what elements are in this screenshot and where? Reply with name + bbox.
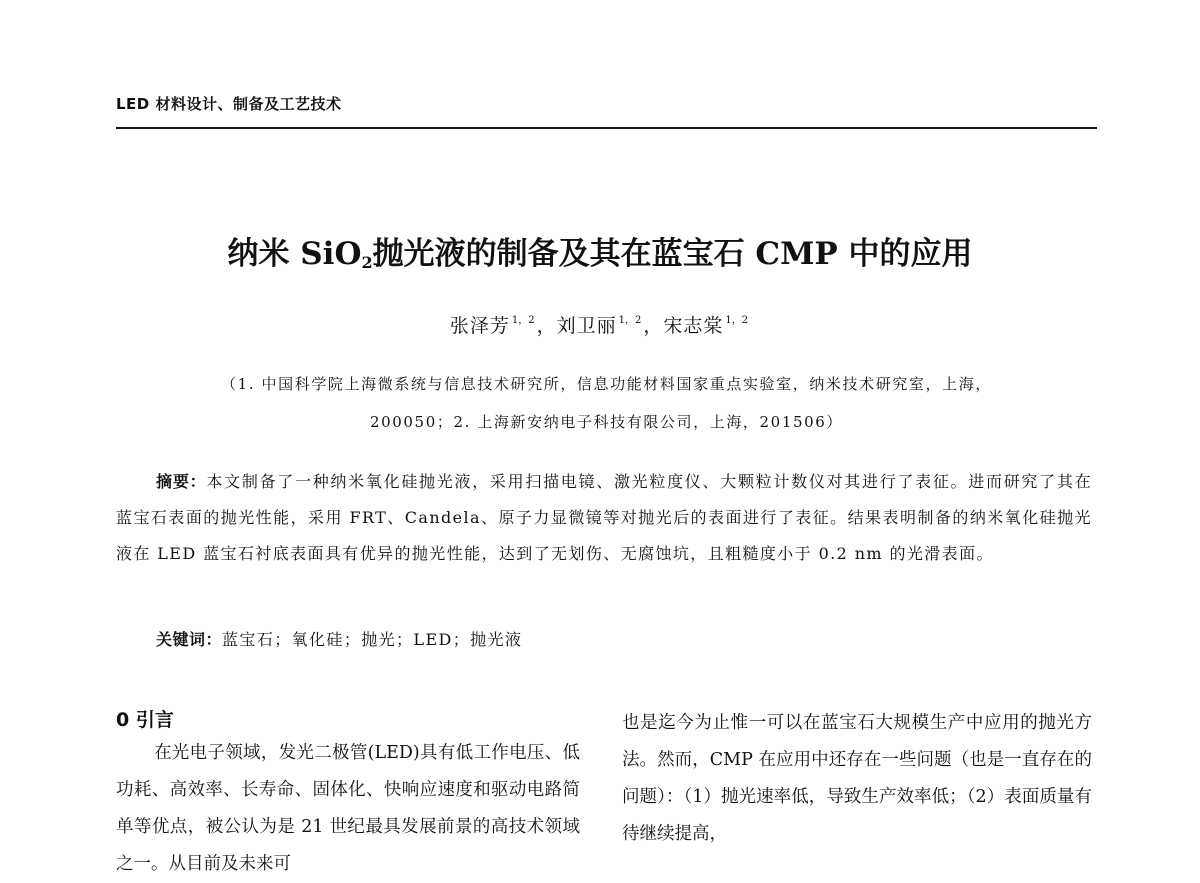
abstract-text: 本文制备了一种纳米氧化硅抛光液，采用扫描电镜、激光粒度仪、大颗粒计数仪对其进行了表征。进而研究了其在蓝宝石表面的抛光性能，采用 FRT、Candela、原子力显微镜等对抛光后的表面进行了表征。结果表明制备的纳米氧化硅抛光液在 LED 蓝宝石衬底表面具有优异的抛光性能，达到了无划伤、无腐蚀坑，且粗糙度小于 0.2 nm 的光滑表面。 bbox=[116, 472, 1092, 563]
author-name: 刘卫丽 bbox=[556, 315, 617, 337]
author-affiliation-mark: 1，2 bbox=[618, 315, 642, 326]
abstract bbox=[116, 464, 1092, 572]
paper-title bbox=[0, 228, 1200, 273]
author-list bbox=[0, 311, 1200, 338]
author-separator: ， bbox=[536, 315, 557, 337]
title-subscript: 2 bbox=[361, 253, 373, 272]
keywords bbox=[156, 627, 1092, 650]
author-separator: ， bbox=[643, 315, 664, 337]
keywords-text: 蓝宝石；氧化硅；抛光；LED；抛光液 bbox=[222, 630, 523, 649]
affiliation-line-1: （1. 中国科学院上海微系统与信息技术研究所，信息功能材料国家重点实验室，纳米技术研究室，上海， bbox=[221, 375, 992, 393]
section-heading: 0 引言 bbox=[116, 709, 174, 731]
abstract-label: 摘要： bbox=[156, 472, 207, 491]
running-header: LED 材料设计、制备及工艺技术 bbox=[116, 95, 342, 113]
author-name: 张泽芳 bbox=[449, 315, 510, 337]
author-affiliation-mark: 1，2 bbox=[725, 315, 749, 326]
header-rule bbox=[116, 127, 1097, 129]
affiliation-line-2: 200050；2. 上海新安纳电子科技有限公司，上海，201506） bbox=[369, 413, 843, 431]
right-column bbox=[622, 705, 1092, 860]
keywords-label: 关键词： bbox=[156, 630, 223, 649]
title-part-1: 纳米 SiO bbox=[227, 236, 362, 272]
left-column bbox=[116, 735, 580, 874]
body-paragraph: 在光电子领域，发光二极管(LED)具有低工作电压、低功耗、高效率、长寿命、固体化、快响应速度和驱动电路简单等优点，被公认为是 21 世纪最具发展前景的高技术领域之一。从目前及未来可 bbox=[116, 743, 580, 874]
body-paragraph: 也是迄今为止惟一可以在蓝宝石大规模生产中应用的抛光方法。然而，CMP 在应用中还存在一些问题（也是一直存在的问题）：（1）抛光速率低，导致生产效率低；（2）表面质量有待继续提高， bbox=[622, 713, 1092, 844]
title-part-2: 抛光液的制备及其在蓝宝石 CMP 中的应用 bbox=[372, 236, 973, 272]
author-affiliation-mark: 1，2 bbox=[511, 315, 535, 326]
abstract-paragraph bbox=[116, 464, 1092, 572]
author-name: 宋志棠 bbox=[663, 315, 724, 337]
